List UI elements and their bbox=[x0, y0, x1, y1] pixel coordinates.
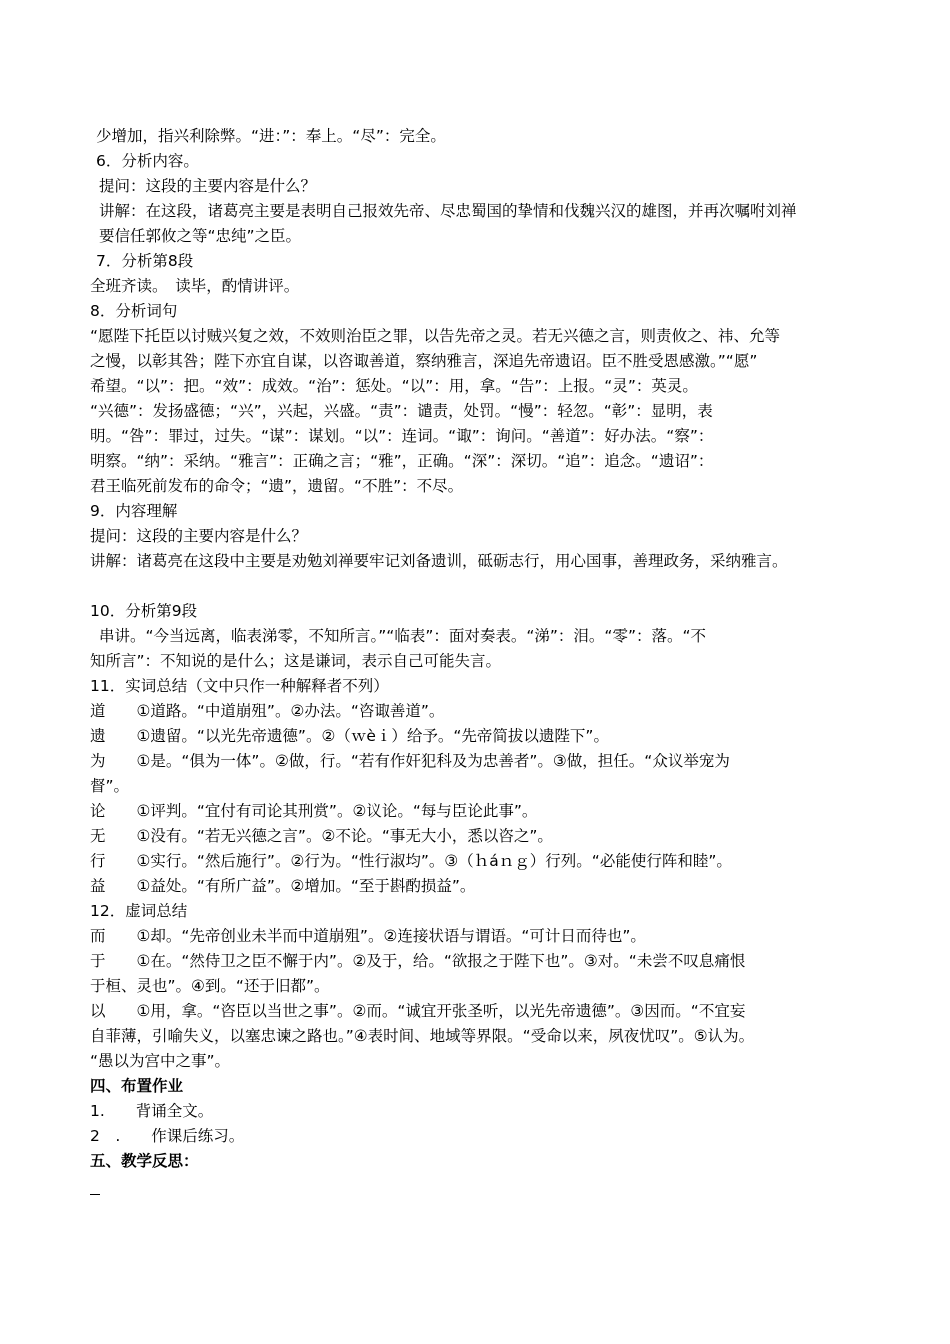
text-line: 行 ①实行。“然后施行”。②行为。“性行淑均”。③（ｈáｎｇ）行列。“必能使行阵和睦”。 bbox=[90, 852, 732, 870]
text-line: 益 ①益处。“有所广益”。②增加。“至于斟酌损益”。 bbox=[90, 877, 476, 895]
text-line: “愚以为宫中之事”。 bbox=[90, 1052, 231, 1070]
text-line: 提问：这段的主要内容是什么？ bbox=[90, 527, 308, 545]
text-line: 知所言”：不知说的是什么；这是谦词，表示自己可能失言。 bbox=[90, 652, 502, 670]
text-line: 7．分析第8段 bbox=[96, 252, 194, 270]
text-line: 12．虚词总结 bbox=[90, 902, 188, 920]
text-line: “愿陛下托臣以讨贼兴复之效，不效则治臣之罪，以告先帝之灵。若无兴德之言，则责攸之、祎、允等 bbox=[90, 327, 781, 345]
text-line: 提问：这段的主要内容是什么？ bbox=[99, 177, 317, 195]
text-line: 全班齐读。 读毕，酌情讲评。 bbox=[90, 277, 300, 295]
text-line: 以 ①用，拿。“咨臣以当世之事”。②而。“诚宜开张圣听，以光先帝遗德”。③因而。“不宜妄 bbox=[90, 1002, 746, 1020]
text-line: 2 . 作课后练习。 bbox=[90, 1127, 245, 1145]
section-heading: 五、教学反思： bbox=[90, 1152, 199, 1170]
text-line: 遗 ①遗留。“以光先帝遗德”。②（ｗèｉ）给予。“先帝简拔以遗陛下”。 bbox=[90, 727, 609, 745]
text-line: 明。“咎”：罪过，过失。“谋”：谋划。“以”：连词。“诹”：询问。“善道”：好办法。“察”： bbox=[90, 427, 714, 445]
text-cursor bbox=[90, 1194, 100, 1195]
text-line: 11．实词总结（文中只作一种解释者不列） bbox=[90, 677, 389, 695]
text-line: 少增加，指兴利除弊。“进：”：奉上。“尽”：完全。 bbox=[96, 127, 446, 145]
text-line: 8．分析词句 bbox=[90, 302, 178, 320]
text-line: 9．内容理解 bbox=[90, 502, 178, 520]
section-heading: 四、布置作业 bbox=[90, 1077, 184, 1095]
text-line: 无 ①没有。“若无兴德之言”。②不论。“事无大小，悉以咨之”。 bbox=[90, 827, 553, 845]
text-line: 讲解：诸葛亮在这段中主要是劝勉刘禅要牢记刘备遗训，砥砺志行，用心国事，善理政务，采纳雅言。 bbox=[90, 552, 788, 570]
text-line: 自菲薄，引喻失义，以塞忠谏之路也。”④表时间、地域等界限。“受命以来，夙夜忧叹”。⑤认为。 bbox=[90, 1027, 755, 1045]
text-line: 论 ①评判。“宜付有司论其刑赏”。②议论。“每与臣论此事”。 bbox=[90, 802, 538, 820]
text-line: 于桓、灵也”。④到。“还于旧都”。 bbox=[90, 977, 330, 995]
text-line: 希望。“以”：把。“效”：成效。“治”：惩处。“以”：用，拿。“告”：上报。“灵”：英灵。 bbox=[90, 377, 698, 395]
text-line: 要信任郭攸之等“忠纯”之臣。 bbox=[99, 227, 302, 245]
text-line: 讲解：在这段，诸葛亮主要是表明自己报效先帝、尽忠蜀国的挚情和伐魏兴汉的雄图，并再次嘱咐刘禅 bbox=[99, 202, 797, 220]
text-line: 1. 背诵全文。 bbox=[90, 1102, 214, 1120]
text-line: 道 ①道路。“中道崩殂”。②办法。“咨诹善道”。 bbox=[90, 702, 445, 720]
text-line: “兴德”：发扬盛德；“兴”，兴起，兴盛。“责”：谴责，处罚。“慢”：轻忽。“彰”：显明，表 bbox=[90, 402, 713, 420]
text-line: 而 ①却。“先帝创业未半而中道崩殂”。②连接状语与谓语。“可计日而待也”。 bbox=[90, 927, 646, 945]
text-line: 于 ①在。“然侍卫之臣不懈于内”。②及于，给。“欲报之于陛下也”。③对。“未尝不叹息痛恨 bbox=[90, 952, 746, 970]
text-line: 君王临死前发布的命令；“遗”，遗留。“不胜”：不尽。 bbox=[90, 477, 464, 495]
text-line: 10．分析第9段 bbox=[90, 602, 198, 620]
text-line: 6．分析内容。 bbox=[96, 152, 199, 170]
text-line: 为 ①是。“俱为一体”。②做，行。“若有作奸犯科及为忠善者”。③做，担任。“众议举宠为 bbox=[90, 752, 730, 770]
text-line: 串讲。“今当远离，临表涕零，不知所言。”“临表”：面对奏表。“涕”：泪。“零”：落。“不 bbox=[99, 627, 707, 645]
text-line: 督”。 bbox=[90, 777, 130, 795]
text-line: 明察。“纳”：采纳。“雅言”：正确之言；“雅”，正确。“深”：深切。“追”：追念。“遗诏”： bbox=[90, 452, 714, 470]
text-line: 之慢，以彰其咎；陛下亦宜自谋，以咨诹善道，察纳雅言，深追先帝遗诏。臣不胜受恩感激。”“愿” bbox=[90, 352, 758, 370]
